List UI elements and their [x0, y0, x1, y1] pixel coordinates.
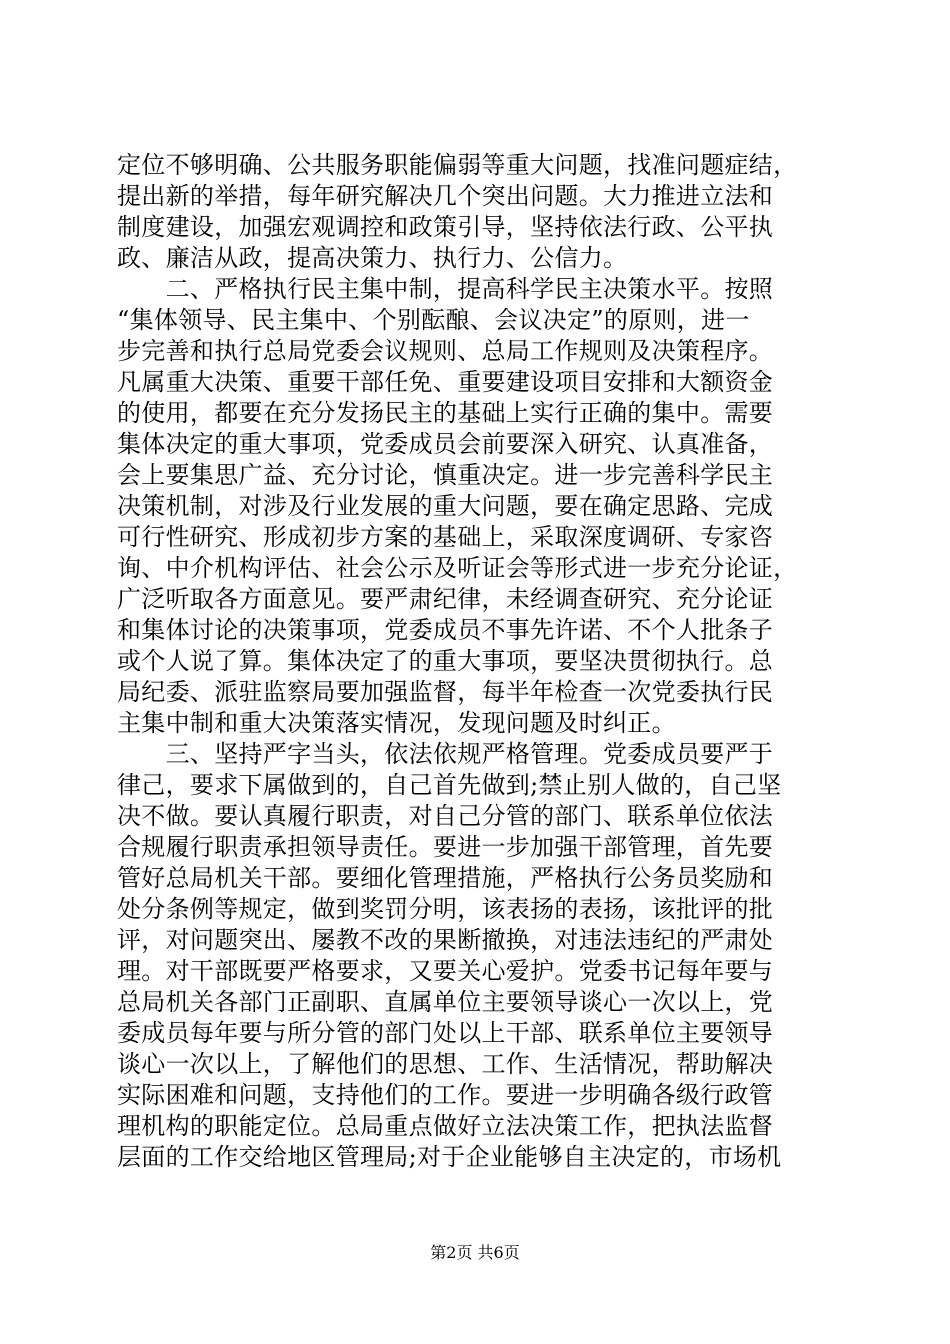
text-line: 集体决定的重大事项，党委成员会前要深入研究、认真准备， [117, 430, 774, 458]
text-line: 询、中介机构评估、社会公示及听证会等形式进一步充分论证， [117, 554, 798, 582]
text-line: 制度建设，加强宏观调控和政策引导，坚持依法行政、公平执 [117, 213, 774, 241]
text-line: 律己，要求下属做到的，自己首先做到;禁止别人做的，自己坚 [117, 771, 782, 799]
text-line: “集体领导、民主集中、个别酝酿、会议决定”的原则，进一 [117, 306, 750, 334]
text-line: 实际困难和问题，支持他们的工作。要进一步明确各级行政管 [117, 1081, 774, 1109]
text-line: 会上要集思广益、充分讨论，慎重决定。进一步完善科学民主 [117, 461, 774, 489]
text-line: 政、廉洁从政，提高决策力、执行力、公信力。 [117, 244, 628, 272]
text-line: 和集体讨论的决策事项，党委成员不事先许诺、不个人批条子 [117, 616, 774, 644]
text-line: 主集中制和重大决策落实情况，发现问题及时纠正。 [117, 709, 676, 737]
text-line: 凡属重大决策、重要干部任免、重要建设项目安排和大额资金 [117, 368, 774, 396]
text-line: 谈心一次以上，了解他们的思想、工作、生活情况，帮助解决 [117, 1050, 774, 1078]
text-line: 管好总局机关干部。要细化管理措施，严格执行公务员奖励和 [117, 864, 774, 892]
text-line: 委成员每年要与所分管的部门处以上干部、联系单位主要领导 [117, 1019, 774, 1047]
text-line: 层面的工作交给地区管理局;对于企业能够自主决定的，市场机 [117, 1143, 782, 1171]
text-line: 理机构的职能定位。总局重点做好立法决策工作，把执法监督 [117, 1112, 774, 1140]
text-line: 定位不够明确、公共服务职能偏弱等重大问题，找准问题症结， [117, 151, 798, 179]
text-line: 评，对问题突出、屡教不改的果断撤换，对违法违纪的严肃处 [117, 926, 774, 954]
text-line: 三、坚持严字当头，依法依规严格管理。党委成员要严于 [117, 740, 774, 768]
text-line: 合规履行职责承担领导责任。要进一步加强干部管理，首先要 [117, 833, 774, 861]
text-line: 决策机制，对涉及行业发展的重大问题，要在确定思路、完成 [117, 492, 774, 520]
text-line: 或个人说了算。集体决定了的重大事项，要坚决贯彻执行。总 [117, 647, 774, 675]
text-line: 步完善和执行总局党委会议规则、总局工作规则及决策程序。 [117, 337, 774, 365]
text-line: 可行性研究、形成初步方案的基础上，采取深度调研、专家咨 [117, 523, 774, 551]
text-line: 广泛听取各方面意见。要严肃纪律，未经调查研究、充分论证 [117, 585, 774, 613]
text-line: 的使用，都要在充分发扬民主的基础上实行正确的集中。需要 [117, 399, 774, 427]
text-line: 二、严格执行民主集中制，提高科学民主决策水平。按照 [117, 275, 774, 303]
page-footer: 第2页 共6页 [430, 1243, 520, 1262]
text-line: 局纪委、派驻监察局要加强监督，每半年检查一次党委执行民 [117, 678, 774, 706]
text-line: 提出新的举措，每年研究解决几个突出问题。大力推进立法和 [117, 182, 774, 210]
text-line: 理。对干部既要严格要求，又要关心爱护。党委书记每年要与 [117, 957, 774, 985]
text-line: 决不做。要认真履行职责，对自己分管的部门、联系单位依法 [117, 802, 774, 830]
text-line: 总局机关各部门正副职、直属单位主要领导谈心一次以上，党 [117, 988, 774, 1016]
document-body [117, 150, 837, 1173]
text-line: 处分条例等规定，做到奖罚分明，该表扬的表扬，该批评的批 [117, 895, 774, 923]
